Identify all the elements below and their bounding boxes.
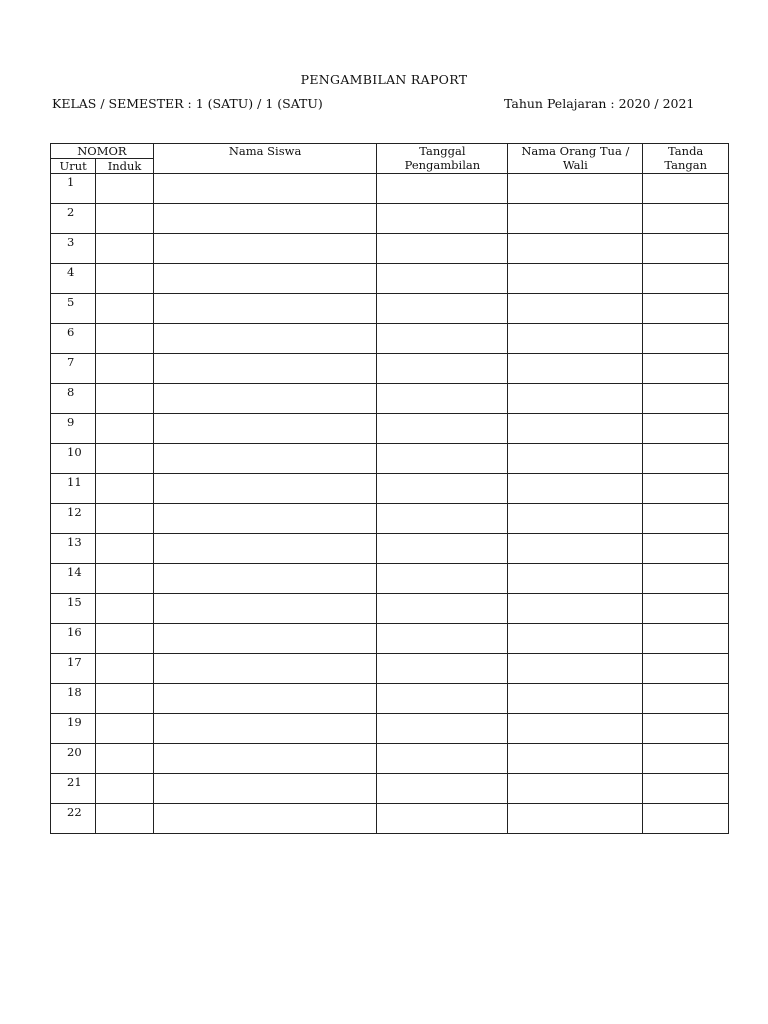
cell-tanggal-pengambilan <box>377 384 508 414</box>
cell-tanggal-pengambilan <box>377 234 508 264</box>
cell-tanggal-pengambilan <box>377 264 508 294</box>
cell-tanggal-pengambilan <box>377 204 508 234</box>
header-nama-siswa: Nama Siswa <box>153 144 377 174</box>
cell-induk <box>96 204 153 234</box>
cell-urut: 16 <box>51 624 96 654</box>
cell-nama-orang-tua <box>508 294 643 324</box>
cell-nama-orang-tua <box>508 384 643 414</box>
cell-induk <box>96 684 153 714</box>
cell-urut: 20 <box>51 744 96 774</box>
cell-tanggal-pengambilan <box>377 564 508 594</box>
header-urut: Urut <box>51 159 96 174</box>
cell-tanda-tangan <box>643 594 729 624</box>
cell-urut: 8 <box>51 384 96 414</box>
cell-nama-siswa <box>153 654 377 684</box>
table-row <box>51 324 729 354</box>
header-ortu-line2: Wali <box>562 158 588 172</box>
cell-nama-siswa <box>153 354 377 384</box>
academic-year-label: Tahun Pelajaran : 2020 / 2021 <box>504 96 695 111</box>
cell-tanda-tangan <box>643 354 729 384</box>
table-row <box>51 354 729 384</box>
table-row <box>51 804 729 834</box>
cell-induk <box>96 474 153 504</box>
cell-nama-siswa <box>153 324 377 354</box>
cell-nama-siswa <box>153 294 377 324</box>
cell-induk <box>96 354 153 384</box>
cell-tanggal-pengambilan <box>377 444 508 474</box>
cell-nama-orang-tua <box>508 744 643 774</box>
header-tanggal-pengambilan <box>377 144 508 174</box>
cell-urut: 5 <box>51 294 96 324</box>
cell-induk <box>96 744 153 774</box>
cell-tanggal-pengambilan <box>377 774 508 804</box>
cell-tanda-tangan <box>643 294 729 324</box>
table-row <box>51 624 729 654</box>
cell-tanggal-pengambilan <box>377 594 508 624</box>
cell-nama-orang-tua <box>508 654 643 684</box>
cell-nama-orang-tua <box>508 564 643 594</box>
table-row <box>51 444 729 474</box>
cell-tanda-tangan <box>643 504 729 534</box>
table-body <box>51 174 729 834</box>
header-nama-orang-tua <box>508 144 643 174</box>
table-row <box>51 234 729 264</box>
cell-urut: 15 <box>51 594 96 624</box>
cell-nama-siswa <box>153 384 377 414</box>
cell-nama-orang-tua <box>508 684 643 714</box>
cell-urut: 7 <box>51 354 96 384</box>
table-row <box>51 504 729 534</box>
cell-urut: 1 <box>51 174 96 204</box>
cell-tanggal-pengambilan <box>377 294 508 324</box>
cell-induk <box>96 654 153 684</box>
cell-nama-siswa <box>153 474 377 504</box>
cell-nama-siswa <box>153 234 377 264</box>
cell-urut: 6 <box>51 324 96 354</box>
cell-tanggal-pengambilan <box>377 684 508 714</box>
table-row <box>51 534 729 564</box>
cell-induk <box>96 504 153 534</box>
table-row <box>51 744 729 774</box>
cell-nama-siswa <box>153 774 377 804</box>
table-row <box>51 714 729 744</box>
table-row <box>51 684 729 714</box>
table-row <box>51 384 729 414</box>
cell-urut: 22 <box>51 804 96 834</box>
cell-tanda-tangan <box>643 444 729 474</box>
cell-urut: 18 <box>51 684 96 714</box>
cell-urut: 9 <box>51 414 96 444</box>
cell-tanggal-pengambilan <box>377 804 508 834</box>
cell-nama-siswa <box>153 684 377 714</box>
table-row <box>51 414 729 444</box>
cell-urut: 21 <box>51 774 96 804</box>
header-ttd-line2: Tangan <box>664 158 707 172</box>
cell-tanda-tangan <box>643 324 729 354</box>
cell-tanda-tangan <box>643 384 729 414</box>
cell-tanggal-pengambilan <box>377 654 508 684</box>
cell-induk <box>96 774 153 804</box>
header-ttd-line1: Tanda <box>668 144 704 158</box>
cell-nama-siswa <box>153 534 377 564</box>
cell-tanda-tangan <box>643 804 729 834</box>
cell-nama-siswa <box>153 714 377 744</box>
cell-nama-siswa <box>153 744 377 774</box>
cell-nama-siswa <box>153 444 377 474</box>
page-title: PENGAMBILAN RAPORT <box>300 72 468 87</box>
cell-induk <box>96 624 153 654</box>
cell-tanggal-pengambilan <box>377 714 508 744</box>
cell-tanggal-pengambilan <box>377 744 508 774</box>
cell-nama-siswa <box>153 624 377 654</box>
report-pickup-table <box>50 143 729 834</box>
cell-induk <box>96 324 153 354</box>
cell-urut: 13 <box>51 534 96 564</box>
cell-tanda-tangan <box>643 774 729 804</box>
cell-nama-orang-tua <box>508 444 643 474</box>
cell-tanda-tangan <box>643 414 729 444</box>
cell-nama-orang-tua <box>508 714 643 744</box>
cell-nama-siswa <box>153 204 377 234</box>
table-row <box>51 264 729 294</box>
cell-urut: 3 <box>51 234 96 264</box>
cell-urut: 10 <box>51 444 96 474</box>
table-row <box>51 654 729 684</box>
cell-tanda-tangan <box>643 744 729 774</box>
cell-induk <box>96 564 153 594</box>
cell-nama-orang-tua <box>508 594 643 624</box>
cell-nama-orang-tua <box>508 234 643 264</box>
cell-tanda-tangan <box>643 654 729 684</box>
cell-induk <box>96 384 153 414</box>
cell-tanggal-pengambilan <box>377 324 508 354</box>
cell-nama-siswa <box>153 264 377 294</box>
table-row <box>51 204 729 234</box>
cell-nama-orang-tua <box>508 414 643 444</box>
table-row <box>51 564 729 594</box>
cell-nama-orang-tua <box>508 174 643 204</box>
cell-nama-siswa <box>153 504 377 534</box>
cell-nama-orang-tua <box>508 264 643 294</box>
cell-induk <box>96 444 153 474</box>
cell-nama-siswa <box>153 594 377 624</box>
cell-tanggal-pengambilan <box>377 414 508 444</box>
cell-nama-orang-tua <box>508 624 643 654</box>
cell-urut: 19 <box>51 714 96 744</box>
cell-tanda-tangan <box>643 204 729 234</box>
cell-induk <box>96 234 153 264</box>
cell-tanda-tangan <box>643 234 729 264</box>
cell-urut: 4 <box>51 264 96 294</box>
cell-tanggal-pengambilan <box>377 624 508 654</box>
cell-urut: 2 <box>51 204 96 234</box>
cell-nama-orang-tua <box>508 804 643 834</box>
header-tanggal-line2: Pengambilan <box>404 158 481 172</box>
cell-tanda-tangan <box>643 714 729 744</box>
cell-urut: 17 <box>51 654 96 684</box>
header-ortu-line1: Nama Orang Tua / <box>521 144 630 158</box>
cell-tanggal-pengambilan <box>377 474 508 504</box>
cell-tanda-tangan <box>643 624 729 654</box>
cell-nama-siswa <box>153 804 377 834</box>
header-nomor: NOMOR <box>51 144 154 159</box>
cell-induk <box>96 414 153 444</box>
cell-urut: 14 <box>51 564 96 594</box>
cell-nama-orang-tua <box>508 324 643 354</box>
cell-tanda-tangan <box>643 174 729 204</box>
table-row <box>51 474 729 504</box>
cell-tanggal-pengambilan <box>377 174 508 204</box>
cell-induk <box>96 714 153 744</box>
cell-induk <box>96 174 153 204</box>
cell-nama-siswa <box>153 174 377 204</box>
cell-nama-orang-tua <box>508 504 643 534</box>
cell-nama-orang-tua <box>508 534 643 564</box>
cell-tanggal-pengambilan <box>377 534 508 564</box>
cell-nama-siswa <box>153 414 377 444</box>
table-row <box>51 294 729 324</box>
cell-nama-orang-tua <box>508 354 643 384</box>
cell-nama-orang-tua <box>508 774 643 804</box>
table-row <box>51 774 729 804</box>
cell-tanda-tangan <box>643 534 729 564</box>
cell-induk <box>96 594 153 624</box>
table-row <box>51 174 729 204</box>
cell-induk <box>96 294 153 324</box>
cell-tanda-tangan <box>643 564 729 594</box>
header-tanggal-line1: Tanggal <box>419 144 466 158</box>
cell-nama-orang-tua <box>508 204 643 234</box>
cell-nama-orang-tua <box>508 474 643 504</box>
cell-tanggal-pengambilan <box>377 354 508 384</box>
cell-induk <box>96 534 153 564</box>
cell-tanggal-pengambilan <box>377 504 508 534</box>
cell-urut: 12 <box>51 504 96 534</box>
class-semester-label: KELAS / SEMESTER : 1 (SATU) / 1 (SATU) <box>52 96 323 111</box>
header-tanda-tangan <box>643 144 729 174</box>
cell-tanda-tangan <box>643 474 729 504</box>
cell-tanda-tangan <box>643 684 729 714</box>
cell-tanda-tangan <box>643 264 729 294</box>
cell-induk <box>96 804 153 834</box>
table-row <box>51 594 729 624</box>
header-induk: Induk <box>96 159 153 174</box>
cell-induk <box>96 264 153 294</box>
cell-nama-siswa <box>153 564 377 594</box>
cell-urut: 11 <box>51 474 96 504</box>
